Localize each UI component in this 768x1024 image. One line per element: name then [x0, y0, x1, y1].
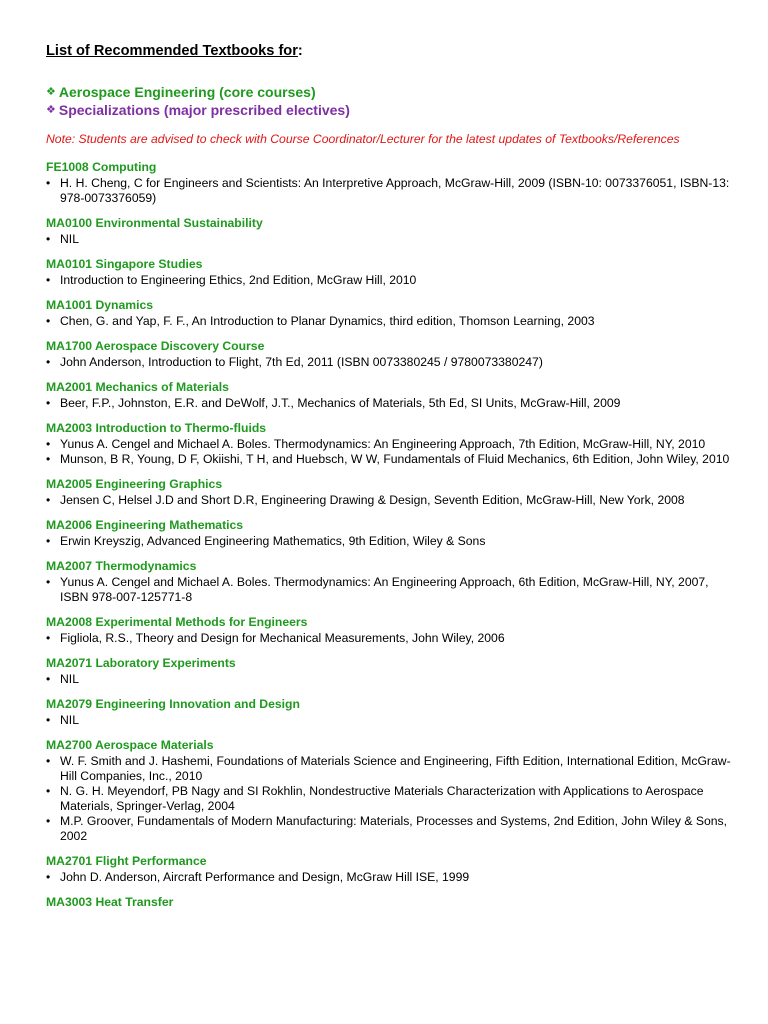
textbook-item: • NIL	[46, 232, 736, 247]
textbook-list	[46, 437, 736, 467]
course-title: MA2071 Laboratory Experiments	[46, 656, 236, 670]
textbook-item: • Introduction to Engineering Ethics, 2nd Edition, McGraw Hill, 2010	[46, 273, 736, 288]
course-title: MA2006 Engineering Mathematics	[46, 518, 244, 532]
textbook-item: • N. G. H. Meyendorf, PB Nagy and SI Rokhlin, Nondestructive Materials Characterization with Applications to Aerospace Materials, Springer-Verlag, 2004	[46, 784, 736, 814]
textbook-list	[46, 575, 736, 605]
textbook-item: • NIL	[46, 672, 736, 687]
course-block	[46, 614, 736, 646]
textbook-list	[46, 870, 736, 885]
course-title: MA2001 Mechanics of Materials	[46, 380, 229, 394]
course-block	[46, 853, 736, 885]
textbook-item: • Figliola, R.S., Theory and Design for Mechanical Measurements, John Wiley, 2006	[46, 631, 736, 646]
course-title: MA2005 Engineering Graphics	[46, 477, 223, 491]
course-block	[46, 215, 736, 247]
course-block	[46, 737, 736, 844]
textbook-item: • Erwin Kreyszig, Advanced Engineering Mathematics, 9th Edition, Wiley & Sons	[46, 534, 736, 549]
course-title: MA2008 Experimental Methods for Engineers	[46, 615, 308, 629]
course-title: MA2003 Introduction to Thermo-fluids	[46, 421, 267, 435]
textbook-item: • H. H. Cheng, C for Engineers and Scientists: An Interpretive Approach, McGraw-Hill, 2009 (ISBN-10: 0073376051, ISBN-13: 978-0073376059)	[46, 176, 736, 206]
textbook-item: • M.P. Groover, Fundamentals of Modern Manufacturing: Materials, Processes and Systems, 2nd Edition, John Wiley & Sons, 2002	[46, 814, 736, 844]
course-block	[46, 379, 736, 411]
textbook-list	[46, 396, 736, 411]
textbook-list	[46, 355, 736, 370]
textbook-list	[46, 534, 736, 549]
textbook-item: • John Anderson, Introduction to Flight, 7th Ed, 2011 (ISBN 0073380245 / 9780073380247)	[46, 355, 736, 370]
course-title: MA2079 Engineering Innovation and Design	[46, 697, 300, 711]
course-title: MA1700 Aerospace Discovery Course	[46, 339, 265, 353]
textbook-list	[46, 232, 736, 247]
course-title: MA1001 Dynamics	[46, 298, 154, 312]
textbook-item: • Munson, B R, Young, D F, Okiishi, T H, and Huebsch, W W, Fundamentals of Fluid Mechanics, 6th Edition, John Wiley, 2010	[46, 452, 736, 467]
page-title	[46, 41, 736, 61]
course-block	[46, 476, 736, 508]
textbook-item: • John D. Anderson, Aircraft Performance and Design, McGraw Hill ISE, 1999	[46, 870, 736, 885]
document-content	[46, 41, 736, 919]
course-block	[46, 256, 736, 288]
course-block	[46, 420, 736, 467]
course-block	[46, 297, 736, 329]
textbook-list	[46, 631, 736, 646]
course-title: MA0100 Environmental Sustainability	[46, 216, 263, 230]
course-title: FE1008 Computing	[46, 160, 157, 174]
course-block	[46, 655, 736, 687]
textbook-list	[46, 672, 736, 687]
course-title: MA2701 Flight Performance	[46, 854, 207, 868]
advisory-note: Note: Students are advised to check with Course Coordinator/Lecturer for the latest updates of Textbooks/References	[46, 132, 680, 146]
course-list	[46, 159, 736, 910]
course-title: MA3003 Heat Transfer	[46, 895, 174, 909]
diamond-bullet-icon: ❖	[46, 104, 56, 116]
textbook-item: • Beer, F.P., Johnston, E.R. and DeWolf, J.T., Mechanics of Materials, 5th Ed, SI Units, McGraw-Hill, 2009	[46, 396, 736, 411]
category-specializations	[46, 101, 736, 119]
textbook-list	[46, 314, 736, 329]
course-block	[46, 338, 736, 370]
category-label: Aerospace Engineering (core courses)	[58, 84, 316, 100]
category-core-courses	[46, 83, 736, 101]
textbook-item: • Chen, G. and Yap, F. F., An Introduction to Planar Dynamics, third edition, Thomson Learning, 2003	[46, 314, 736, 329]
category-label: Specializations (major prescribed electives)	[58, 102, 350, 118]
textbook-list	[46, 273, 736, 288]
course-block	[46, 696, 736, 728]
textbook-item: • Yunus A. Cengel and Michael A. Boles. Thermodynamics: An Engineering Approach, 7th Edition, McGraw-Hill, NY, 2010	[46, 437, 736, 452]
course-block	[46, 558, 736, 605]
page-title-text: List of Recommended Textbooks for	[46, 43, 298, 59]
textbook-list	[46, 713, 736, 728]
textbook-item: • Yunus A. Cengel and Michael A. Boles. Thermodynamics: An Engineering Approach, 6th Edition, McGraw-Hill, NY, 2007, ISBN 978-007-125771-8	[46, 575, 736, 605]
course-block	[46, 159, 736, 206]
page-title-colon: :	[297, 43, 303, 59]
textbook-list	[46, 754, 736, 844]
course-block	[46, 894, 736, 910]
course-title: MA0101 Singapore Studies	[46, 257, 203, 271]
textbook-item: • NIL	[46, 713, 736, 728]
course-block	[46, 517, 736, 549]
diamond-bullet-icon: ❖	[46, 86, 56, 98]
textbook-list	[46, 176, 736, 206]
course-title: MA2700 Aerospace Materials	[46, 738, 214, 752]
course-title: MA2007 Thermodynamics	[46, 559, 197, 573]
textbook-item: • W. F. Smith and J. Hashemi, Foundations of Materials Science and Engineering, Fifth Edition, International Edition, McGraw-Hill Companies, Inc., 2010	[46, 754, 736, 784]
textbook-list	[46, 493, 736, 508]
textbook-item: • Jensen C, Helsel J.D and Short D.R, Engineering Drawing & Design, Seventh Edition, McGraw-Hill, New York, 2008	[46, 493, 736, 508]
